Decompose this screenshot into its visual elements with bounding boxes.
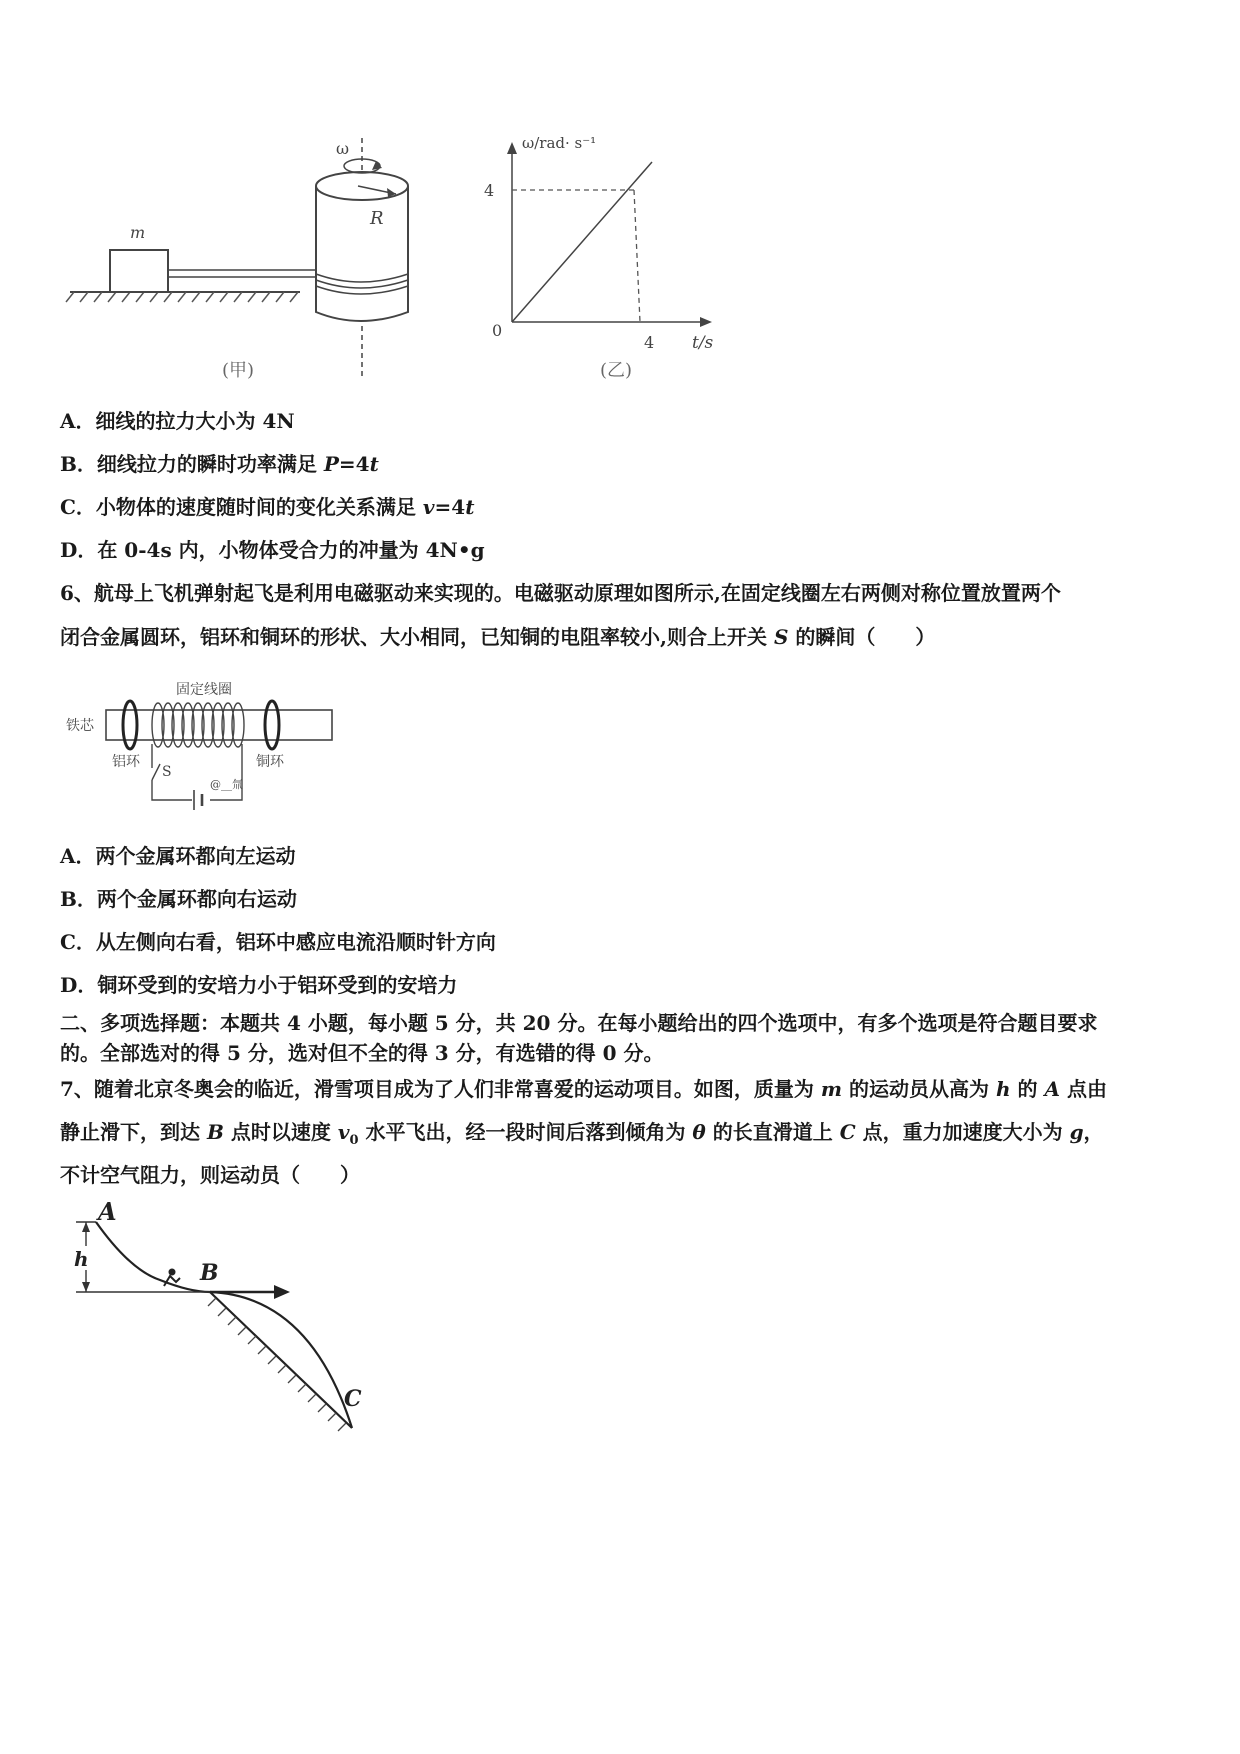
battery-tail-label: 氚 <box>232 778 243 791</box>
point-a-label: A <box>98 1200 117 1226</box>
figure-rotating-cylinder <box>60 130 760 430</box>
figure-ski-jump <box>60 1200 420 1440</box>
mass-label: m <box>130 223 146 242</box>
y-axis-label: ω/rad· s⁻¹ <box>522 134 597 152</box>
y-tick-4: 4 <box>484 181 495 200</box>
q6-option-d[interactable]: D．铜环受到的安培力小于铝环受到的安培力 <box>60 973 458 997</box>
core-label: 铁芯 <box>66 718 94 734</box>
q7-stem-line1: 7、随着北京冬奥会的临近，滑雪项目成为了人们非常喜爱的运动项目。如图，质量为 m 的运动员从高为 h 的 A 点由 <box>60 1077 1107 1101</box>
height-label: h <box>74 1247 89 1271</box>
q6-option-b[interactable]: B．两个金属环都向右运动 <box>60 887 297 911</box>
switch-label: S <box>162 764 172 780</box>
caption-jia: (甲) <box>222 360 255 381</box>
q5-option-d[interactable]: D．在 0-4s 内，小物体受合力的冲量为 4N•g <box>60 538 485 562</box>
radius-label: R <box>370 208 384 229</box>
caption-yi: (乙) <box>600 360 633 381</box>
q5-option-b[interactable]: B．细线拉力的瞬时功率满足 P=4t <box>60 452 379 476</box>
q7-stem-line2: 静止滑下，到达 B 点时以速度 $v_0$ 水平飞出，经一段时间后落到倾角为 θ 的长直滑道上 C 点，重力加速度大小为 g， <box>60 1120 1104 1148</box>
q6-stem-line1: 6、航母上飞机弹射起飞是利用电磁驱动来实现的。电磁驱动原理如图所示,在固定线圈左右两侧对称位置放置两个 <box>60 581 1061 605</box>
q6-stem-line2: 闭合金属圆环，铝环和铜环的形状、大小相同，已知铜的电阻率较小,则合上开关 S 的瞬间（ ） <box>60 625 936 649</box>
aluminum-ring-label: 铝环 <box>112 754 140 770</box>
q5-option-a[interactable]: A．细线的拉力大小为 4N <box>60 409 295 433</box>
section2-instructions-line2: 的。全部选对的得 5 分，选对但不全的得 3 分，有选错的得 0 分。 <box>60 1041 664 1065</box>
q7-stem-line3: 不计空气阻力，则运动员（ ） <box>60 1163 360 1187</box>
x-axis-label: t/s <box>692 333 714 353</box>
point-c-label: C <box>344 1386 362 1412</box>
omega-label: ω <box>336 139 350 158</box>
q6-option-c[interactable]: C．从左侧向右看，铝环中感应电流沿顺时针方向 <box>60 930 496 954</box>
copper-ring-label: 铜环 <box>256 754 284 770</box>
coil-label: 固定线圈 <box>176 682 232 698</box>
x-tick-4: 4 <box>644 333 655 352</box>
q6-option-a[interactable]: A．两个金属环都向左运动 <box>60 844 296 868</box>
figure-electromagnetic-coil <box>60 672 340 812</box>
origin-label: 0 <box>492 321 503 340</box>
battery-label: @__ <box>210 778 232 791</box>
section2-instructions-line1: 二、多项选择题：本题共 4 小题，每小题 5 分，共 20 分。在每小题给出的四个选项中，有多个选项是符合题目要求 <box>60 1011 1098 1035</box>
point-b-label: B <box>200 1260 219 1286</box>
q5-option-c[interactable]: C．小物体的速度随时间的变化关系满足 v=4t <box>60 495 475 519</box>
